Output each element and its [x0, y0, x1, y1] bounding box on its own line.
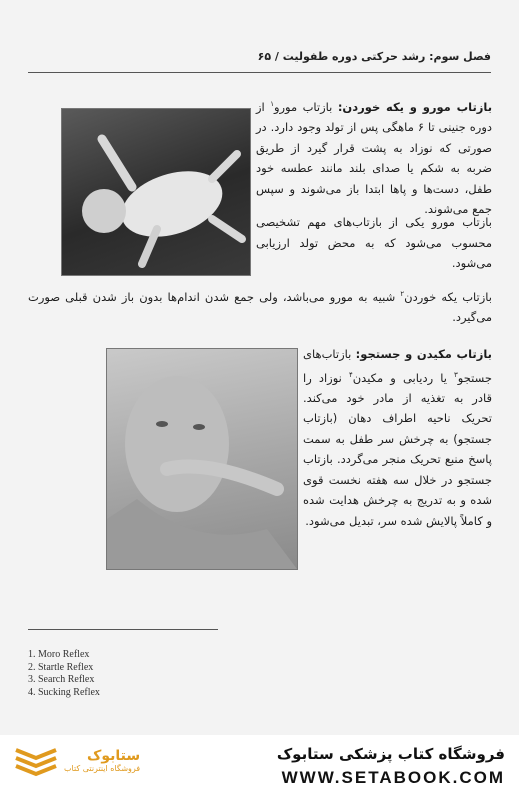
footnote-ref-3: ۳ [454, 370, 458, 379]
logo-word: ستابوک [87, 748, 141, 764]
header-rule [28, 72, 491, 73]
startle-lead: بازتاب یکه خوردن [404, 289, 492, 304]
footnote-ref-4: ۴ [348, 370, 353, 379]
moro-diagnostic-paragraph [256, 212, 492, 274]
moro-heading: بازتاب مورو و یکه خوردن: [337, 99, 493, 114]
running-header: فصل سوم: رشد حرکتی دوره طفولیت / ۶۵ [257, 50, 491, 63]
startle-body: شبیه به مورو می‌باشد، ولی جمع شدن اندام‌ها بدون باز شدن قبلی صورت می‌گیرد. [28, 289, 492, 325]
footnote-ref-1: ۱ [270, 100, 274, 108]
search-text-b: یا ردیابی و مکیدن [352, 370, 455, 385]
footnote-2: 2. Startle Reflex [28, 661, 94, 673]
footnotes [28, 649, 100, 699]
logo-subcaption: فروشگاه اینترنتی کتاب [64, 764, 141, 773]
rooting-reflex-photo [106, 348, 298, 570]
footnote-rule [28, 629, 218, 630]
logo-caption [64, 748, 140, 773]
search-sucking-heading: بازتاب مکیدن و جستجو: [355, 347, 492, 361]
startle-paragraph [28, 284, 492, 328]
shop-url-link[interactable]: WWW.SETABOOK.COM [281, 768, 505, 787]
footnote-4: 4. Sucking Reflex [28, 686, 100, 698]
moro-diagnostic-text: بازتاب مورو یکی از بازتاب‌های مهم تشخیصی محسوب می‌شود که به محض تولد ارزیابی می‌شود. [256, 215, 492, 270]
shop-title: فروشگاه کتاب پزشکی ستابوک [276, 745, 505, 763]
search-text-c: نوزاد را قادر به تغذیه از مادر خود می‌کند. تحریک ناحیه اطراف دهان (بازتاب جستجو) به چرخش سر طفل به سمت پاسخ منبع تحریک منجر می‌گردد. بازتاب جستجو در خلال سه هفته نخست قوی شده و به تدریج به چرخش هدایت شده و کاملاً پالایش شده سر، تبدیل می‌شود. [303, 370, 492, 528]
moro-reflex-photo [61, 108, 251, 276]
infant-lying-illustration [62, 109, 250, 275]
footnote-3: 3. Search Reflex [28, 674, 95, 685]
search-text-a: بازتاب‌های جستجو [303, 347, 492, 385]
moro-intro: بازتاب مورو [273, 99, 338, 114]
footnote-ref-2: ۲ [400, 290, 405, 298]
moro-body: از دوره جنینی تا ۶ ماهگی پس از تولد وجود دارد. در صورتی که نوزاد به پشت قرار گیرد از طریق ضربه به شکم یا صدای بلند مانند عطسه خود طفل، دست‌ها و پاها ابتدا باز می‌شوند و سپس جمع می‌شوند. [256, 99, 493, 217]
search-sucking-paragraph [303, 344, 492, 531]
infant-face-illustration [107, 349, 297, 569]
footnote-1: 1. Moro Reflex [28, 649, 90, 660]
